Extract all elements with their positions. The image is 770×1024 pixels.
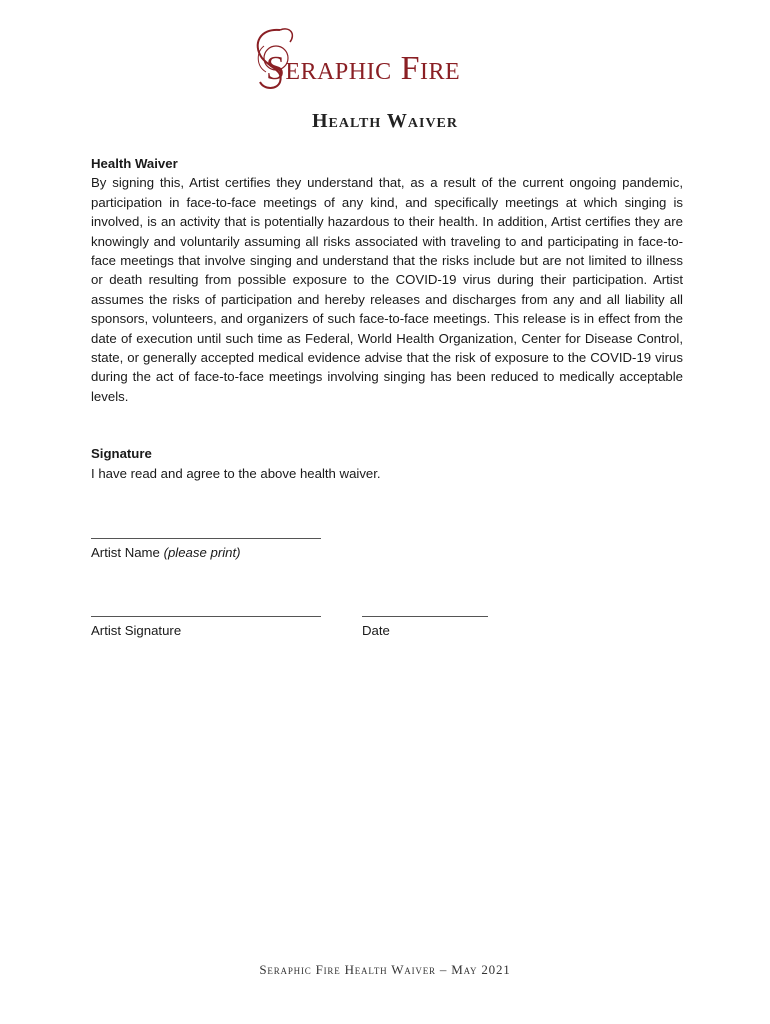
date-field[interactable] (362, 604, 488, 640)
section-heading: Health Waiver (91, 156, 178, 171)
artist-signature-field[interactable] (91, 604, 321, 640)
document-title: Health Waiver (311, 110, 459, 132)
date-label: Date (362, 623, 390, 638)
date-line[interactable] (362, 604, 488, 617)
artist-name-label-row (91, 543, 321, 562)
seraphic-fire-logo (250, 22, 525, 94)
artist-name-hint: (please print) (163, 545, 241, 560)
waiver-body: By signing this, Artist certifies they understand that, as a result of the current ongoing pandemic, participation in face-to-face meetings of any kind, and specifically meetings at which singing is involved, is an activity that is potentially hazardous to their health. In addition, Artist certifies they are knowingly and voluntarily assuming all risks associated with traveling to and participating in face-to-face meetings that involve singing and understand that the risks include but are not limited to illness or death resulting from possible exposure to the COVID-19 virus during their participation. Artist assumes the risks of participation and hereby releases and discharges from any and all liability all sponsors, volunteers, and organizers of such face-to-face meetings. This release is in effect from the date of execution until such time as Federal, World Health Organization, Center for Disease Control, state, or generally accepted medical evidence advise that the risk of exposure to the COVID-19 virus during the act of face-to-face meetings involving singing has been reduced to medically acceptable levels. (91, 175, 683, 404)
logo-wordmark: Seraphic Fire (266, 50, 461, 87)
waiver-content (91, 154, 683, 483)
artist-signature-label: Artist Signature (91, 623, 182, 638)
artist-name-line[interactable] (91, 526, 321, 539)
artist-name-field[interactable] (91, 526, 321, 562)
artist-name-label: Artist Name (91, 545, 160, 560)
page-footer: Seraphic Fire Health Waiver – May 2021 (259, 962, 511, 977)
artist-signature-line[interactable] (91, 604, 321, 617)
signature-statement: I have read and agree to the above health waiver. (91, 465, 381, 481)
signature-heading: Signature (91, 446, 152, 462)
